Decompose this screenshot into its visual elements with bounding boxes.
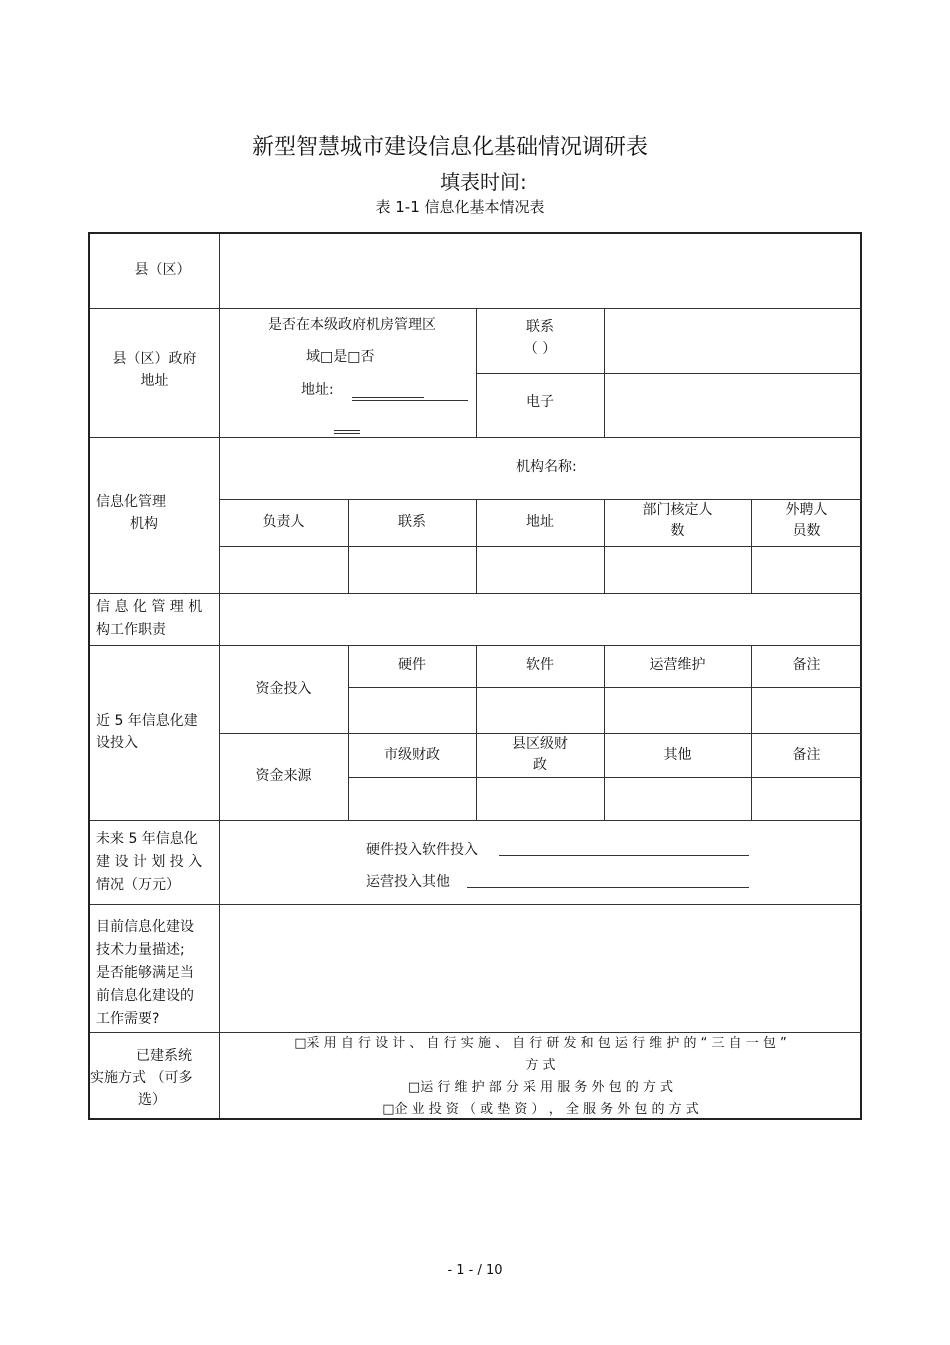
future-line2 (366, 871, 450, 893)
survey-table (88, 232, 862, 1120)
fund-source-label: 资金来源 (255, 768, 312, 784)
row-divider (219, 546, 862, 547)
address-underline-2 (334, 430, 360, 431)
impl-label-line1: 已建系统 (136, 1048, 192, 1064)
label-column-divider (219, 234, 220, 1118)
impl-label (90, 1045, 219, 1111)
info-org-label-line2: 机构 (130, 516, 158, 532)
org-col-contact: 联系 (398, 514, 426, 530)
county-label: 县（区） (134, 262, 191, 278)
row-divider (90, 437, 862, 438)
impl-option-full-outsource[interactable]: □企 业 投 资 （ 或 垫 资 ） ， 全 服 务 外 包 的 方 式 (382, 1102, 699, 1117)
gov-address-label-line1: 县（区）政府 (112, 351, 197, 367)
tech-label-line: 工作需要? (96, 1011, 160, 1027)
impl-options (219, 1033, 862, 1121)
document-title: 新型智慧城市建设信息化基础情况调研表 (251, 135, 648, 160)
future-label-line2: 建 设 计 划 投 入 (96, 854, 203, 870)
impl-label-line2: 实施方式 （可多 (90, 1070, 193, 1086)
row-divider (90, 593, 862, 594)
contact-field[interactable] (606, 310, 860, 371)
table-caption: 表 1-1 信息化基本情况表 (375, 198, 545, 216)
fund-source-notes: 备注 (792, 747, 821, 763)
address-underline-short (352, 397, 424, 398)
invest5-label (96, 710, 198, 754)
org-duty-label-line1: 信 息 化 管 理 机 (96, 599, 203, 615)
address-label: 地址: (301, 382, 334, 398)
fund-input-notes: 备注 (792, 657, 821, 673)
fund-source-city: 市级财政 (384, 747, 440, 763)
row-divider (90, 820, 862, 821)
impl-option-partial-outsource[interactable]: □运 行 维 护 部 分 采 用 服 务 外 包 的 方 式 (407, 1080, 674, 1095)
fund-input-hardware: 硬件 (398, 657, 426, 673)
org-name-label: 机构名称: (516, 459, 577, 475)
invest5-label-line1: 近 5 年信息化建 (96, 713, 198, 729)
fund-input-label: 资金投入 (255, 681, 312, 697)
gov-address-label (90, 348, 219, 392)
tech-label-line: 是否能够满足当 (96, 965, 194, 981)
invest5-label-line2: 设投入 (96, 735, 138, 751)
gov-address-label-line2: 地址 (140, 373, 169, 389)
impl-label-line3: 选） (138, 1092, 166, 1108)
contact-label: 联系 (526, 319, 554, 335)
future-line1-label: 硬件投入软件投入 (366, 842, 478, 858)
row-divider (348, 687, 862, 688)
info-org-label (96, 491, 166, 535)
server-room-choice[interactable]: 域□是□否 (306, 349, 375, 365)
future-label-line3: 情况（万元） (96, 877, 180, 893)
future-line2-blank[interactable] (467, 887, 749, 888)
tech-label-line: 前信息化建设的 (96, 988, 194, 1004)
tech-description-field[interactable] (221, 906, 860, 1030)
row-divider (348, 777, 862, 778)
fund-source-other: 其他 (663, 747, 692, 763)
org-col-contractors: 外聘人 员数 (785, 502, 828, 539)
tech-label (96, 916, 194, 1031)
impl-option-self-build-cont: 方 式 (525, 1058, 556, 1073)
org-col-address: 地址 (526, 514, 554, 530)
page-number: - 1 - / 10 (447, 1263, 503, 1278)
future-label (96, 828, 202, 897)
row-divider (476, 373, 862, 374)
row-divider (90, 904, 862, 905)
future-line1-blank[interactable] (499, 855, 749, 856)
org-col-head: 负责人 (262, 514, 305, 530)
org-duty-label-line2: 构工作职责 (96, 622, 166, 638)
col-divider (604, 308, 605, 437)
future-line2-label: 运营投入其他 (366, 874, 450, 890)
fund-source-county: 县区级财 政 (512, 736, 568, 773)
org-col-staff: 部门核定人 数 (642, 502, 713, 539)
tech-label-line: 目前信息化建设 (96, 919, 194, 935)
future-label-line1: 未来 5 年信息化 (96, 831, 198, 847)
address-underline[interactable] (352, 400, 468, 401)
fill-time-label: 填表时间: (440, 170, 527, 194)
email-field[interactable] (606, 375, 860, 435)
fund-input-operations: 运营维护 (649, 657, 706, 673)
future-line1 (366, 839, 478, 861)
org-duty-label (96, 596, 202, 642)
fund-input-software: 软件 (526, 657, 554, 673)
contact-paren: （ ） (523, 341, 557, 357)
tech-label-line: 技术力量描述; (96, 942, 185, 958)
impl-option-self-build[interactable]: □采 用 自 行 设 计 、 自 行 实 施 、 自 行 研 发 和 包 运 行 维 护 的 “ 三 自 一 包 ” (294, 1036, 787, 1051)
address-underline-3 (334, 433, 360, 434)
info-org-label-line1: 信息化管理 (96, 494, 166, 510)
email-label: 电子 (526, 394, 554, 410)
server-room-question: 是否在本级政府机房管理区 (268, 317, 436, 333)
